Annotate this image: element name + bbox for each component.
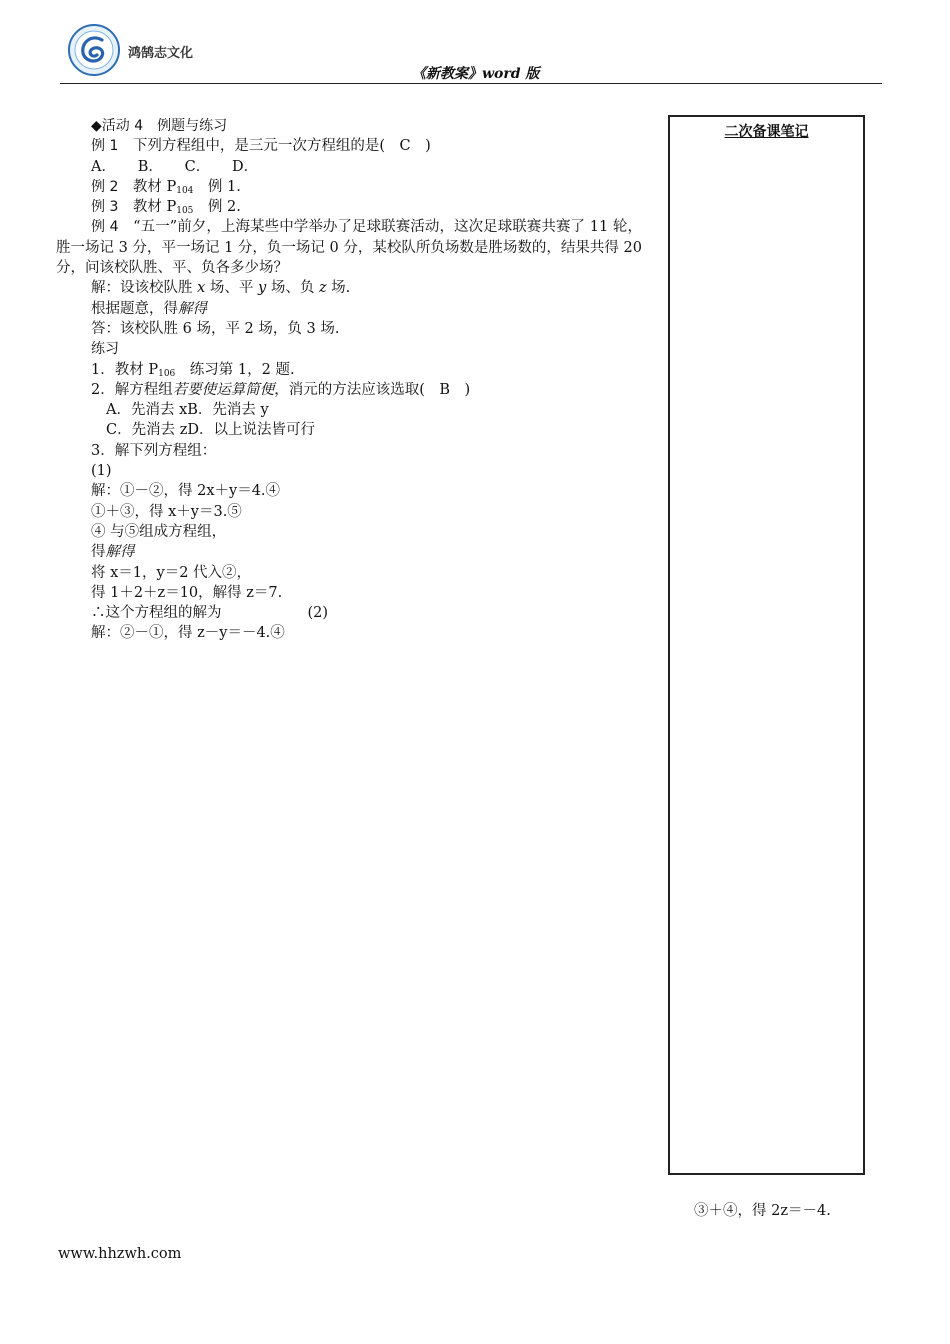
- practice-3-part-1: (1): [91, 463, 112, 480]
- step-6: 得 1＋2＋z＝10，解得 z＝7.: [91, 584, 283, 601]
- step-8: 解：②－①，得 z－y＝－4.④: [91, 625, 285, 642]
- example-1: [56, 136, 642, 156]
- example-2: 例 2 教材 $P_{104}$ 例 1.: [91, 178, 241, 196]
- example-1-label: 例 1: [91, 138, 119, 155]
- example-3-label: 例 3: [91, 199, 119, 216]
- practice-2: 2．解方程组若要使运算简便，消元的方法应该选取( B ): [91, 381, 471, 398]
- solution-setup: 解：设该校队胜 x 场、平 y 场、负 z 场.: [91, 280, 351, 297]
- example-1-text: 下列方程组中，是三元一次方程组的是( C ): [132, 138, 431, 155]
- example-4-label: 例 4: [91, 219, 119, 236]
- practice-2-option-ab: A．先消去 xB．先消去 y: [106, 402, 269, 419]
- example-1-options: A． B． C． D．: [91, 158, 259, 175]
- step-2: ①＋③，得 x＋y＝3.⑤: [91, 503, 242, 520]
- example-4-text: “五一”前夕，上海某些中学举办了足球联赛活动，这次足球联赛共赛了 11 轮，胜一场记 3 分，平一场记 1 分，负一场记 0 分，某校队所负场数是胜场数的，结果共得 20 分，问该校队胜、平、负各多少场？: [56, 219, 643, 277]
- example-2-label: 例 2: [91, 178, 119, 195]
- trailing-equation: ③＋④，得 2z＝－4.: [694, 1203, 831, 1219]
- solution-answer: 答：该校队胜 6 场，平 2 场，负 3 场.: [91, 320, 340, 337]
- header-divider: [60, 83, 882, 84]
- document-title: 《新教案》word 版: [412, 66, 540, 82]
- example-4: [56, 217, 642, 278]
- hongyu-logo-icon: [68, 24, 120, 76]
- notes-title: 二次备课笔记: [724, 124, 809, 140]
- brand-name: 鸿鹄志文化: [128, 46, 194, 61]
- step-3: ④ 与⑤组成方程组，: [91, 523, 227, 540]
- practice-2-option-cd: C．先消去 zD．以上说法皆可行: [106, 422, 315, 439]
- example-3: 例 3 教材 $P_{105}$ 例 2.: [91, 199, 241, 217]
- step-7: ∴这个方程组的解为 (2): [91, 605, 329, 622]
- practice-3: 3．解下列方程组：: [91, 442, 217, 459]
- activity-heading: ◆活动 4 例题与练习: [91, 118, 228, 134]
- solution-equations: 根据题意，得解得: [91, 300, 207, 317]
- practice-heading: 练习: [91, 341, 119, 358]
- practice-1: 1．教材 $P_{106}$ 练习第 1，2 题.: [91, 361, 295, 379]
- footer-url: www.hhzwh.com: [58, 1246, 182, 1262]
- lesson-notes-box: [668, 115, 865, 1175]
- step-4: 得解得: [91, 544, 135, 561]
- step-5: 将 x＝1，y＝2 代入②，: [91, 564, 252, 581]
- lesson-content: [56, 116, 642, 644]
- step-1: 解：①－②，得 2x＋y＝4.④: [91, 483, 281, 500]
